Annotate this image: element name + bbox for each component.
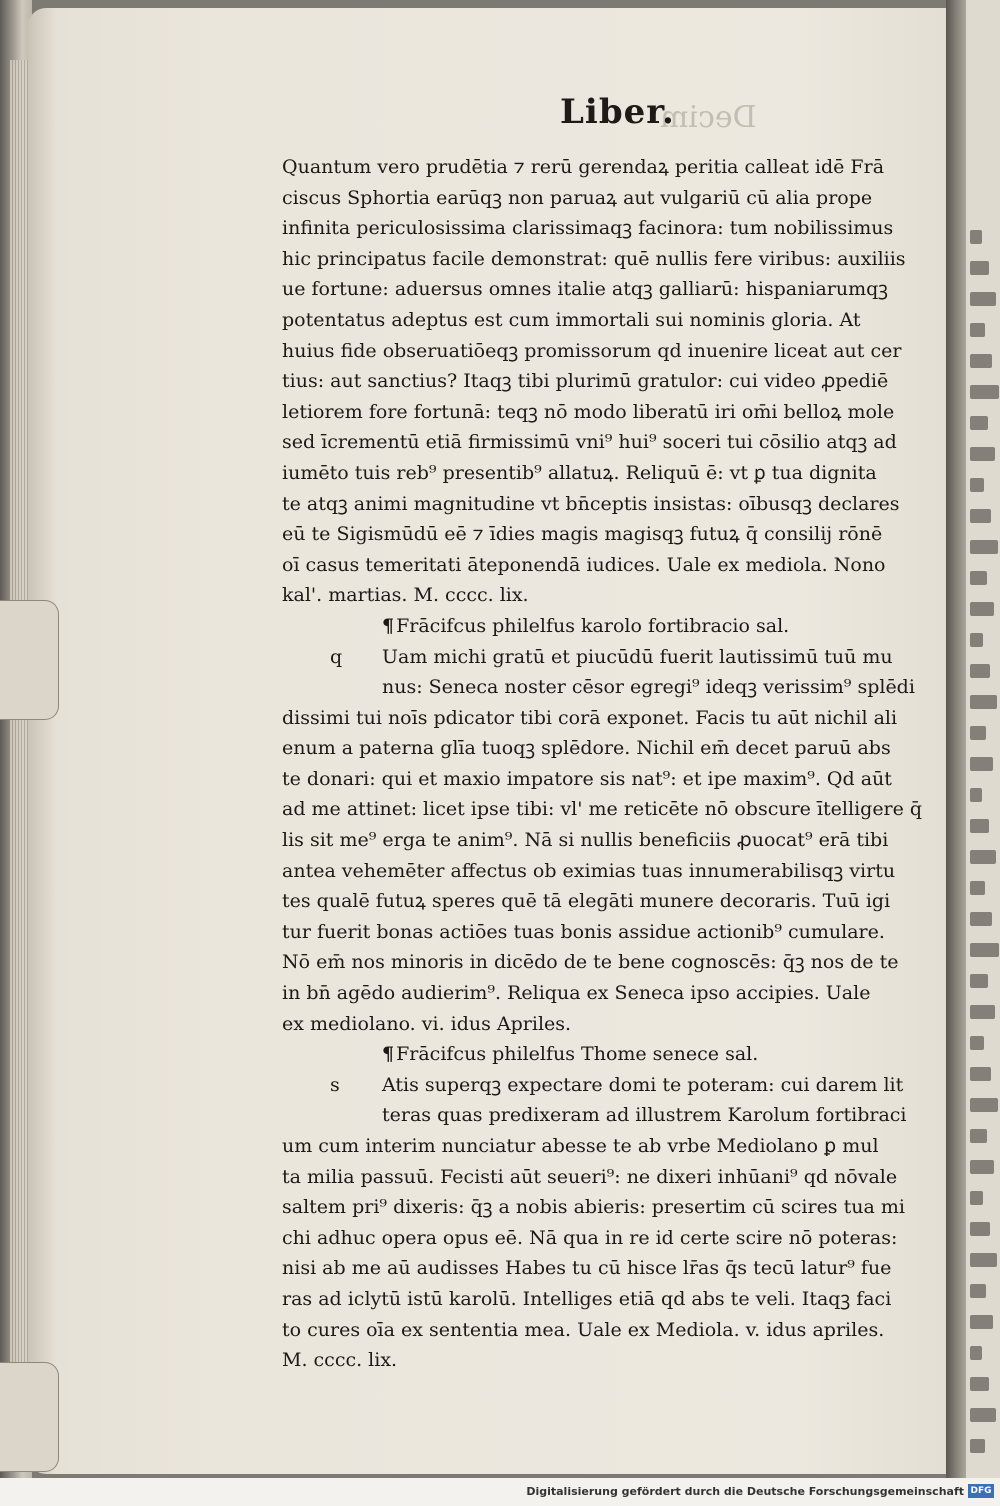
show-through-text: Decim (660, 100, 757, 135)
facing-page-text-fragment (970, 1439, 985, 1453)
facing-page-text-fragment (970, 1222, 990, 1236)
text-line: Nō em̄ nos minoris in dicēdo de te bene cognoscēs: q̄ꝫ nos de te (282, 951, 899, 974)
facing-page-text-fragment (970, 447, 995, 461)
text-line: te atqꝫ animi magnitudine vt bn̄ceptis insistas: oībusqꝫ declares (282, 492, 900, 515)
facing-page-text-fragment (970, 819, 989, 833)
facing-page-text-fragment (970, 664, 990, 678)
funding-credit: Digitalisierung gefördert durch die Deutsche Forschungsgemeinschaft (526, 1485, 964, 1498)
text-line: iumēto tuis reb⁹ presentib⁹ allatuꝝ. Reliquū ē: vt ꝑ tua dignita (282, 461, 877, 484)
facing-page-text-fragment (970, 1284, 986, 1298)
text-line: ciscus Sphortia earūqꝫ non paruaꝝ aut vulgariū cū alia prope (282, 186, 873, 209)
text-line (282, 642, 944, 673)
facing-page-text-fragment (970, 416, 988, 430)
initial-guide-letter: q (330, 645, 343, 668)
facing-page-text-fragment (970, 1129, 987, 1143)
paragraph-mark-icon: ¶ (382, 1043, 395, 1066)
text-line: Quantum vero prudētia ⁊ rerū gerendaꝝ peritia calleat idē Frā (282, 156, 885, 178)
text-line: oī casus temeritati āteponendā iudices. Uale ex mediola. Nono (282, 553, 886, 576)
facing-page-text-fragment (970, 1098, 998, 1112)
facing-page-text-fragment (970, 540, 998, 554)
facing-page-text-fragment (970, 1191, 983, 1205)
facing-page-text-fragment (970, 1408, 996, 1422)
text-line: to cures oīa ex sententia mea. Uale ex Mediola. v. idus apriles. (282, 1318, 885, 1341)
text-line: in bn̄ agēdo audierim⁹. Reliqua ex Seneca ipso accipies. Uale (282, 982, 871, 1005)
facing-page-text-fragment (970, 943, 999, 957)
facing-page-text-fragment (970, 292, 996, 306)
text-line: chi adhuc opera opus eē. Nā qua in re id certe scire nō poteras: (282, 1226, 898, 1249)
book-clasp-bottom (0, 1362, 59, 1472)
facing-page-text-fragment (970, 1377, 989, 1391)
facing-page-text-fragment (970, 1253, 997, 1267)
text-line: tes qualē futuꝝ speres quē tā elegāti munere decoraris. Tuū igi (282, 890, 891, 913)
footer-bar (0, 1478, 1000, 1506)
dfg-logo: DFG (968, 1484, 994, 1498)
facing-page-text-fragment (970, 850, 996, 864)
facing-page-text-fragment (970, 726, 986, 740)
facing-page-text-fragment (970, 354, 992, 368)
letter-heading-2 (282, 1039, 944, 1070)
text-line: eū te Sigismūdū eē ⁊ īdies magis magisqꝫ futuꝝ q̄ consilij rōnē (282, 523, 883, 546)
text-line (282, 1070, 944, 1101)
heading-text: Frācifcus philelfus Thome senece sal. (396, 1043, 759, 1066)
text-line: ras ad iclytū istū karolū. Intelliges etiā qd abs te veli. Itaqꝫ faci (282, 1287, 892, 1310)
facing-page-text-fragment (970, 1067, 991, 1081)
text-line: nisi ab me aū audisses Habes tu cū hisce lr̄as q̄s tecū latur⁹ fue (282, 1257, 892, 1280)
paragraph-mark-icon: ¶ (382, 614, 395, 637)
running-title: Liber. (560, 92, 675, 132)
facing-page-text-fragment (970, 1346, 982, 1360)
facing-page-text-fragment (970, 1036, 984, 1050)
facing-page-text-fragment (970, 974, 988, 988)
text-line: kal'. martias. M. cccc. lix. (282, 584, 529, 607)
facing-page-text-fragment (970, 633, 983, 647)
text-line: ue fortune: aduersus omnes italie atqꝫ galliarū: hispaniarumqꝫ (282, 278, 888, 301)
facing-page-text-fragment (970, 323, 985, 337)
paragraph-intro (282, 152, 944, 611)
book-clasp-top (0, 600, 59, 720)
text-line: infinita periculosissima clarissimaqꝫ facinora: tum nobilissimus (282, 217, 894, 240)
text-line: huius fide obseruatiōeqꝫ promissorum qd inuenire liceat aut cer (282, 339, 902, 362)
text-line: ta milia passuū. Fecisti aūt seueri⁹: ne dixeri inhūani⁹ qd nōvale (282, 1165, 898, 1188)
text-line: tius: aut sanctius? Itaqꝫ tibi plurimū gratulor: cui video ꝓpediē (282, 370, 889, 393)
facing-page-text-fragment (970, 1005, 995, 1019)
text-line: nus: Seneca noster cēsor egregi⁹ ideqꝫ verissim⁹ splēdi (382, 676, 915, 699)
facing-page-text-fragment (970, 230, 982, 244)
text-line: um cum interim nunciatur abesse te ab vrbe Mediolano ꝑ mul (282, 1135, 879, 1157)
text-line: antea vehemēter affectus ob eximias tuas innumerabilisqꝫ virtu (282, 859, 896, 882)
text-line: letiorem fore fortunā: teqꝫ nō modo liberatū iri om̄i belloꝝ mole (282, 400, 895, 423)
text-line: sed īcrementū etiā firmissimū vni⁹ hui⁹ soceri tui cōsilio atqꝫ ad (282, 431, 897, 454)
text-line: ad me attinet: licet ipse tibi: vl' me reticēte nō obscure ītelligere q̄ (282, 798, 923, 821)
letter-1 (282, 642, 944, 1040)
letter-2 (282, 1070, 944, 1376)
text-line-content: Atis superqꝫ expectare domi te poteram: cui darem lit (382, 1073, 904, 1096)
facing-page-strip (966, 0, 1000, 1478)
text-line: lis sit me⁹ erga te anim⁹. Nā si nullis beneficiis ꝓuocat⁹ erā tibi (282, 829, 889, 852)
facing-page-text-fragment (970, 509, 991, 523)
text-line: dissimi tui noīs pdicator tibi corā exponet. Facis tu aūt nichil ali (282, 706, 898, 729)
facing-page-text-fragment (970, 912, 992, 926)
letter-heading-1 (282, 611, 944, 642)
facing-page-text-fragment (970, 478, 984, 492)
facing-page-text-fragment (970, 757, 993, 771)
facing-page-text-fragment (970, 385, 999, 399)
text-line: ex mediolano. vi. idus Apriles. (282, 1012, 572, 1035)
text-line: saltem pri⁹ dixeris: q̄ꝫ a nobis abieris: presertim cū scires tua mi (282, 1196, 905, 1219)
facing-page-text-fragment (970, 788, 982, 802)
text-line: M. cccc. lix. (282, 1349, 398, 1372)
text-line: te donari: qui et maxio impatore sis nat⁹: et ipe maxim⁹. Qd aūt (282, 767, 892, 790)
initial-guide-letter: s (330, 1073, 340, 1096)
text-line: hic principatus facile demonstrat: quē nullis fere viribus: auxiliis (282, 247, 906, 270)
facing-page-text-fragment (970, 571, 987, 585)
facing-page-text-fragment (970, 1315, 993, 1329)
facing-page-text-fragment (970, 602, 994, 616)
facing-page-text-fragment (970, 695, 997, 709)
facing-page-text-fragment (970, 881, 985, 895)
text-line: potentatus adeptus est cum immortali sui nominis gloria. At (282, 308, 861, 331)
text-line: enum a paterna glīa tuoqꝫ splēdore. Nichil em̄ decet paruū abs (282, 737, 891, 760)
text-line-content: Uam michi gratū et piucūdū fuerit lautissimū tuū mu (382, 645, 893, 668)
heading-text: Frācifcus philelfus karolo fortibracio sal. (396, 614, 790, 637)
text-line: teras quas predixeram ad illustrem Karolum fortibraci (382, 1104, 907, 1127)
facing-page-text-fragment (970, 1160, 994, 1174)
facing-page-text-fragment (970, 261, 989, 275)
text-line: tur fuerit bonas actiōes tuas bonis assidue actionib⁹ cumulare. (282, 920, 885, 943)
page-text (282, 152, 944, 1376)
